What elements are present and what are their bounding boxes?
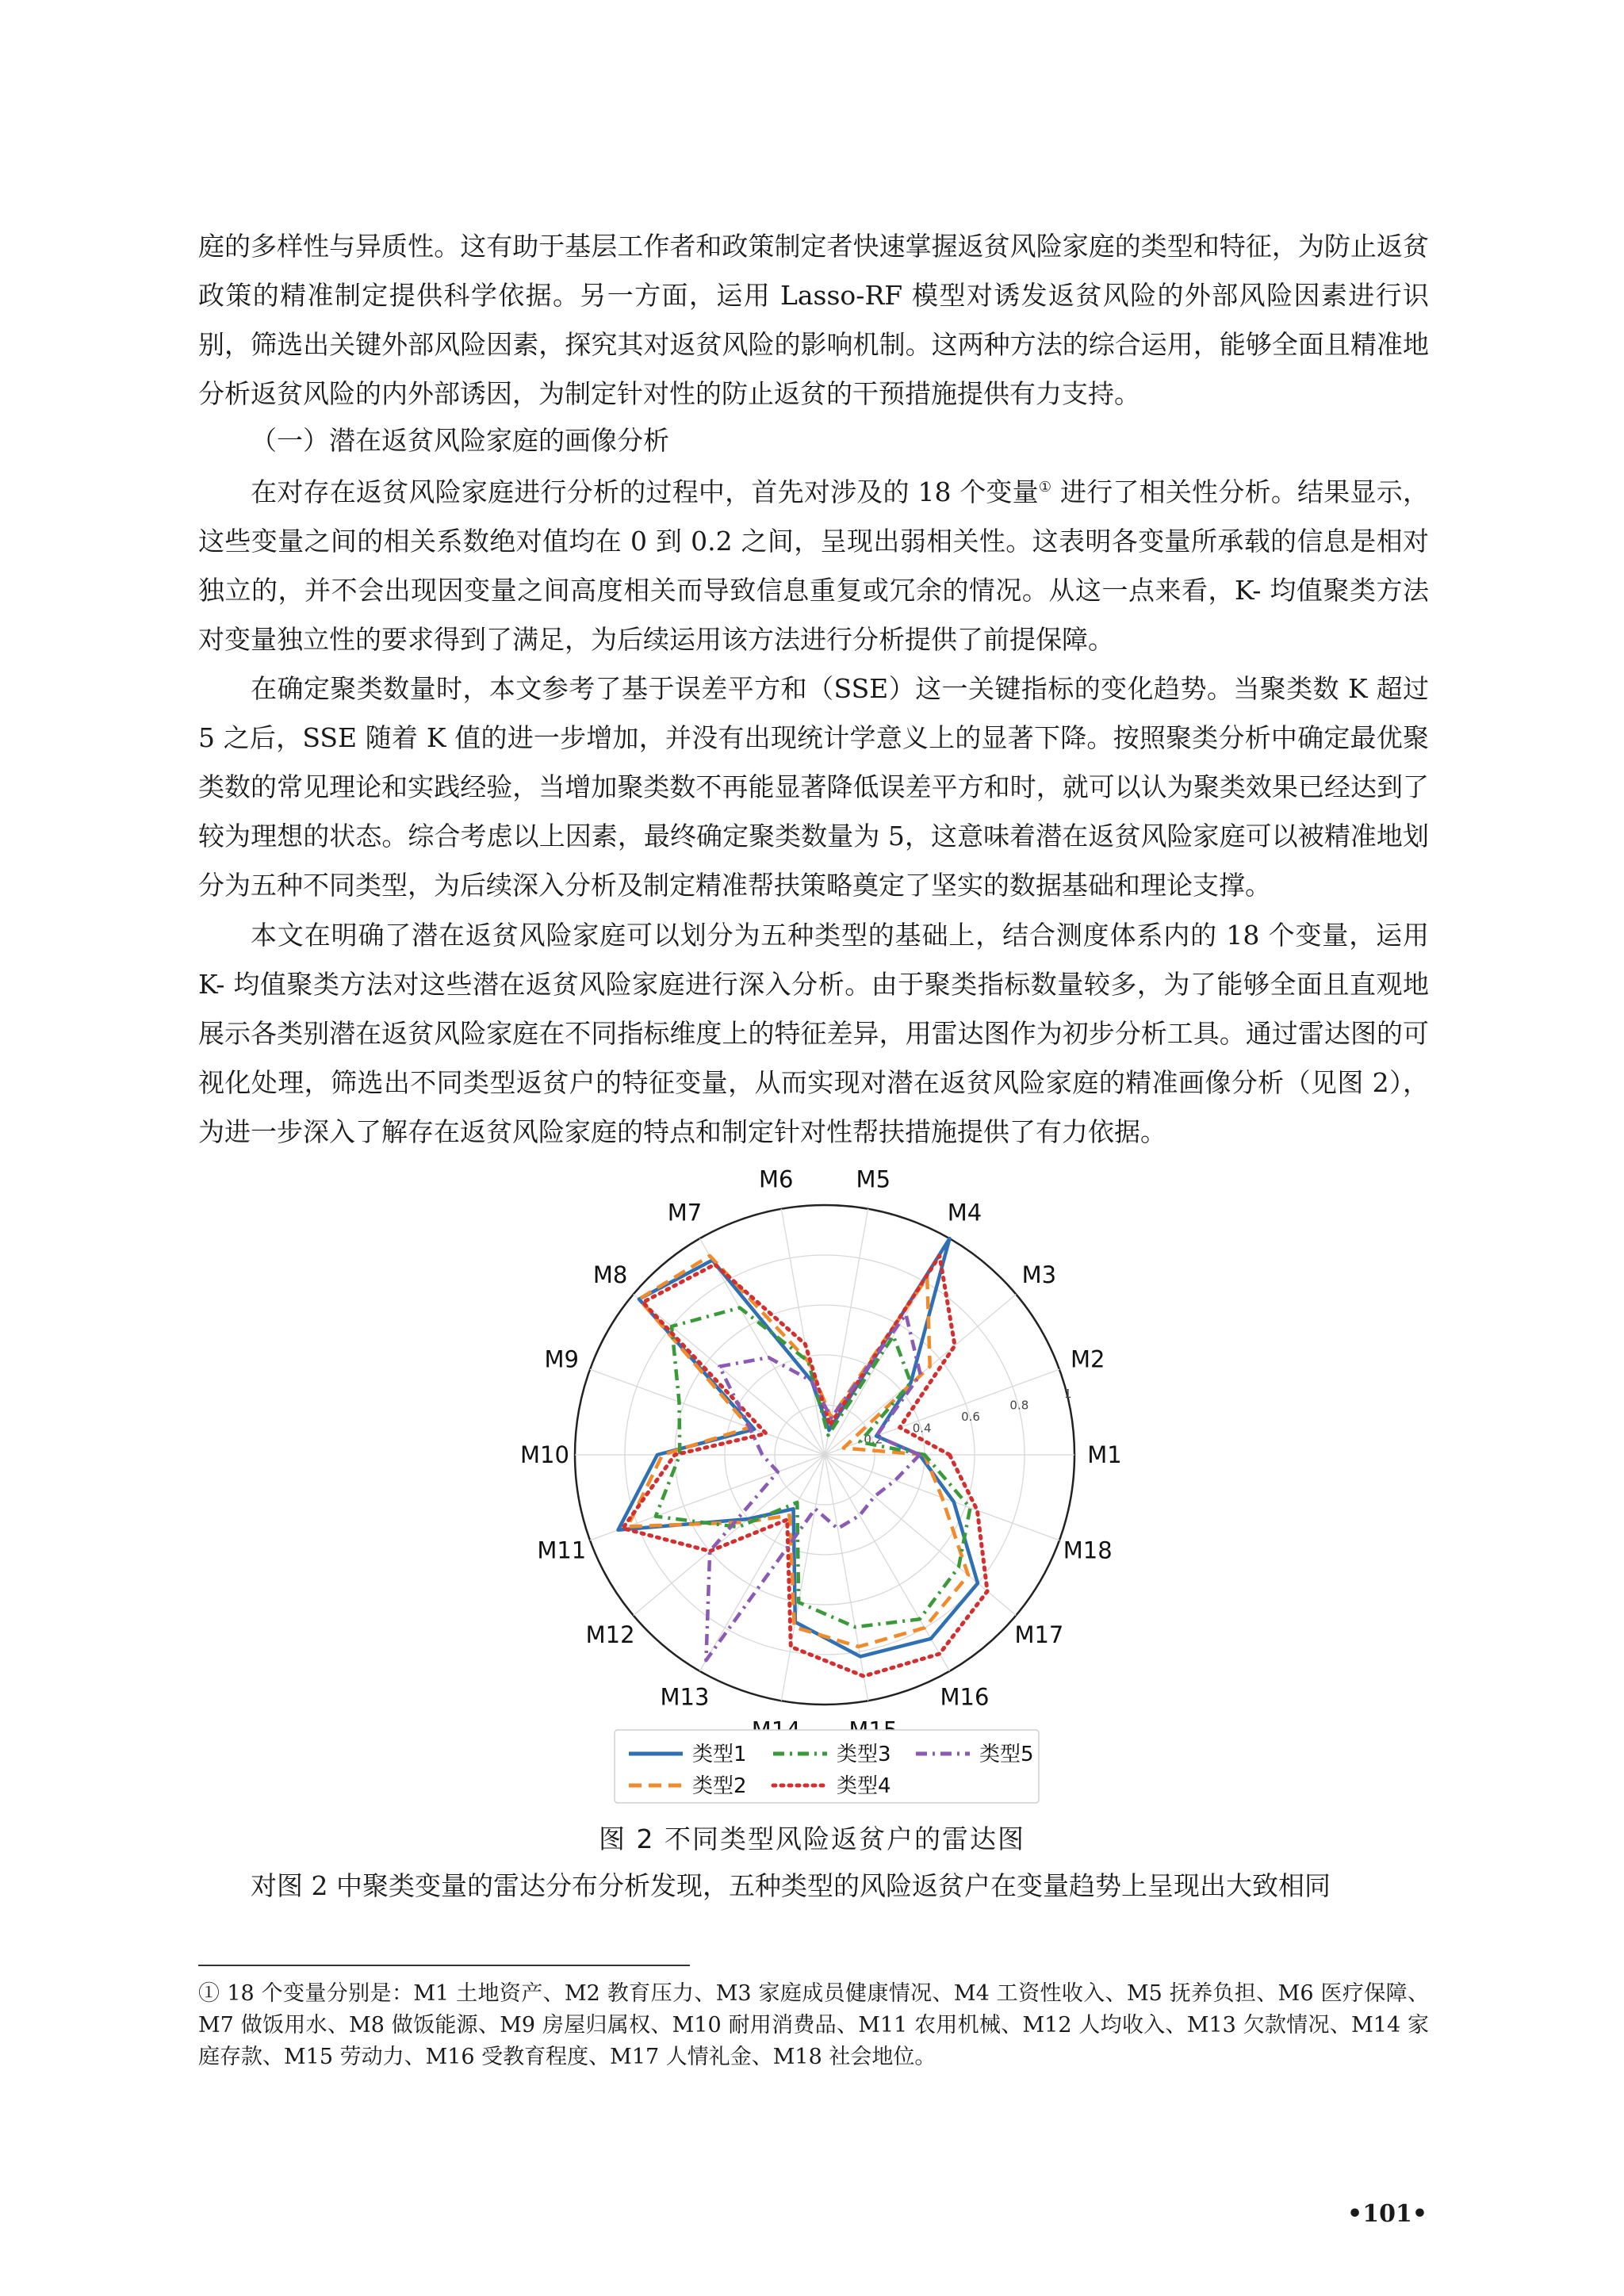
footnote: ① 18 个变量分别是：M1 土地资产、M2 教育压力、M3 家庭成员健康情况、M4 工资性收入、M5 抚养负担、M6 医疗保障、M7 做饭用水、M8 做饭能源、M9 房屋归属权、M10 耐用消费品、M11 农用机械、M12 人均收入、M13 欠款情况、M14 家庭存款、M15 劳动力、M16 受教育程度、M17 人情礼金、M18 社会地位。 <box>198 1981 1429 2069</box>
axis-label-M4: M4 <box>947 1199 982 1226</box>
axis-label-M1: M1 <box>1087 1441 1122 1468</box>
axis-label-M12: M12 <box>585 1621 635 1648</box>
legend-label-5: 类型5 <box>979 1743 1034 1766</box>
radial-tick-label: 0.4 <box>912 1421 932 1436</box>
axis-label-M11: M11 <box>537 1536 587 1564</box>
axis-label-M6: M6 <box>758 1165 794 1193</box>
paragraph-5: 对图 2 中聚类变量的雷达分布分析发现，五种类型的风险返贫户在变量趋势上呈现出大致相同 <box>251 1870 1331 1901</box>
radial-tick-label: 0.6 <box>961 1409 980 1424</box>
paragraph-2 <box>198 468 1429 664</box>
axis-label-M9: M9 <box>544 1345 580 1373</box>
legend-label-1: 类型1 <box>692 1743 747 1766</box>
paragraph-4: 本文在明确了潜在返贫风险家庭可以划分为五种类型的基础上，结合测度体系内的 18 个变量，运用 K- 均值聚类方法对这些潜在返贫风险家庭进行深入分析。由于聚类指标数量较多，为了能够全面且直观地展示各类别潜在返贫风险家庭在不同指标维度上的特征差异，用雷达图作为初步分析工具。通过雷达图的可视化处理，筛选出不同类型返贫户的特征变量，从而实现对潜在返贫风险家庭的精准画像分析（见图 2），为进一步深入了解存在返贫风险家庭的特点和制定针对性帮扶措施提供了有力依据。 <box>198 920 1429 1147</box>
axis-label-M3: M3 <box>1021 1261 1057 1289</box>
page-number: •101• <box>1347 2200 1427 2228</box>
paragraph-2-part-a: 在对存在返贫风险家庭进行分析的过程中，首先对涉及的 18 个变量 <box>251 476 1039 507</box>
radial-tick-label: 1 <box>1063 1387 1072 1402</box>
legend-label-4: 类型4 <box>837 1774 891 1798</box>
axis-label-M17: M17 <box>1014 1621 1064 1648</box>
paragraph-3: 在确定聚类数量时，本文参考了基于误差平方和（SSE）这一关键指标的变化趋势。当聚类数 K 超过 5 之后，SSE 随着 K 值的进一步增加，并没有出现统计学意义上的显著下降。按照聚类分析中确定最优聚类数的常见理论和实践经验，当增加聚类数不再能显著降低误差平方和时，就可以认为聚类效果已经达到了较为理想的状态。综合考虑以上因素，最终确定聚类数量为 5，这意味着潜在返贫风险家庭可以被精准地划分为五种不同类型，为后续深入分析及制定精准帮扶策略奠定了坚实的数据基础和理论支撑。 <box>198 673 1429 901</box>
axis-label-M2: M2 <box>1070 1345 1105 1373</box>
axis-label-M10: M10 <box>520 1441 569 1468</box>
axis-label-M5: M5 <box>856 1165 891 1193</box>
paragraph-1: 庭的多样性与异质性。这有助于基层工作者和政策制定者快速掌握返贫风险家庭的类型和特征，为防止返贫政策的精准制定提供科学依据。另一方面，运用 Lasso-RF 模型对诱发返贫风险的外部风险因素进行识别，筛选出关键外部风险因素，探究其对返贫风险的影响机制。这两种方法的综合运用，能够全面且精准地分析返贫风险的内外部诱因，为制定针对性的防止返贫的干预措施提供有力支持。 <box>198 231 1429 409</box>
radial-tick-label: 0.8 <box>1009 1398 1029 1413</box>
axis-label-M18: M18 <box>1063 1536 1113 1564</box>
spoke-M8 <box>634 1295 825 1455</box>
axis-label-M13: M13 <box>660 1683 710 1711</box>
axis-label-M7: M7 <box>667 1199 703 1226</box>
footnote-marker[interactable]: ① <box>1038 479 1052 496</box>
legend-box <box>615 1730 1039 1803</box>
axis-label-M8: M8 <box>592 1261 628 1289</box>
footnote-divider <box>198 1965 690 1966</box>
legend-label-2: 类型2 <box>692 1774 747 1798</box>
radial-tick-label: 0.2 <box>864 1432 883 1447</box>
radar-chart <box>492 1165 1126 1816</box>
legend-label-3: 类型3 <box>837 1743 891 1766</box>
radar-figure <box>492 1165 1126 1816</box>
paragraph-2-part-b: 进行了相关性分析。结果显示，这些变量之间的相关系数绝对值均在 0 到 0.2 之间，呈现出弱相关性。这表明各变量所承载的信息是相对独立的，并不会出现因变量之间高度相关而导致信息重复或冗余的情况。从这一点来看，K- 均值聚类方法对变量独立性的要求得到了满足，为后续运用该方法进行分析提供了前提保障。 <box>198 476 1429 655</box>
figure-caption: 图 2 不同类型风险返贫户的雷达图 <box>599 1823 1025 1854</box>
section-heading: （一）潜在返贫风险家庭的画像分析 <box>251 425 669 456</box>
axis-label-M16: M16 <box>940 1683 990 1711</box>
